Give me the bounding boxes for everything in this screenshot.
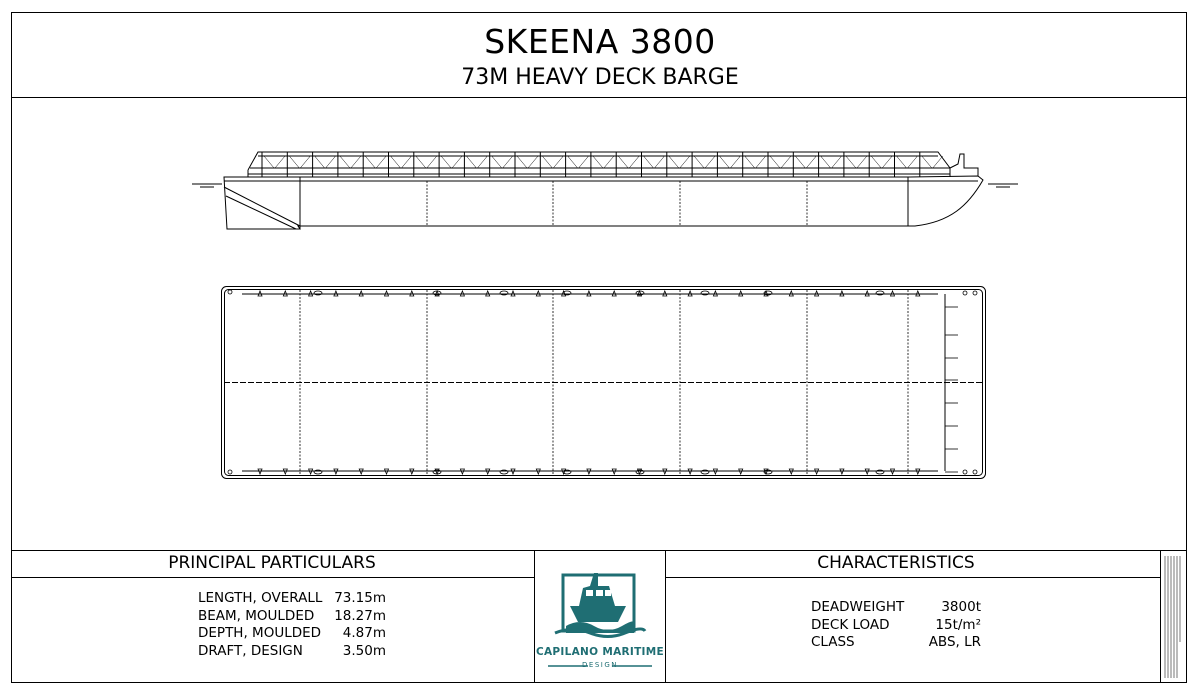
fence-brace: [528, 156, 538, 168]
fence-brace: [680, 156, 690, 168]
drawing-subtitle: 73M HEAVY DECK BARGE: [461, 65, 739, 90]
fence-brace: [795, 156, 805, 168]
spec-value: 3.50m: [342, 642, 386, 659]
fence-brace: [391, 156, 401, 168]
profile-bulkhead-lines: [427, 181, 807, 226]
spec-value: ABS, LR: [928, 634, 981, 650]
spec-label: DECK LOAD: [811, 616, 890, 633]
spec-row: [811, 634, 981, 652]
fence-brace: [503, 156, 513, 168]
fence-brace: [340, 156, 350, 168]
fence-brace: [376, 156, 386, 168]
fence-brace: [694, 156, 704, 168]
spec-value: 73.15m: [334, 590, 386, 606]
spec-label: DEADWEIGHT: [811, 599, 905, 615]
spec-label: LENGTH, OVERALL: [198, 590, 323, 606]
fence-brace: [908, 156, 918, 168]
fence-brace: [604, 156, 614, 168]
fence-brace: [821, 156, 831, 168]
logo-company-name: CAPILANO MARITIME: [536, 646, 664, 658]
fence-brace: [452, 156, 462, 168]
principal-particulars-list: [198, 590, 398, 660]
fence-brace: [275, 156, 285, 168]
fence-brace: [933, 156, 943, 168]
disclaimer-notes: [1162, 552, 1182, 682]
spec-value: 4.87m: [342, 625, 386, 641]
principal-particulars-heading: PRINCIPAL PARTICULARS: [168, 553, 376, 573]
fence-brace: [871, 156, 881, 168]
fence-brace: [553, 156, 563, 168]
spec-label: DEPTH, MOULDED: [198, 625, 322, 641]
corner-fitting: [228, 290, 232, 294]
fence-brace: [315, 156, 325, 168]
spec-value: 3800t: [941, 599, 981, 615]
fence-brace: [629, 156, 639, 168]
fence-brace: [832, 156, 842, 168]
spec-label: BEAM, MOULDED: [198, 607, 315, 624]
spec-row: [198, 643, 398, 661]
spec-row: [198, 608, 398, 626]
fence-brace: [705, 156, 715, 168]
fence-brace: [618, 156, 628, 168]
fence-brace: [441, 156, 451, 168]
fence-brace: [264, 156, 274, 168]
characteristics-heading: CHARACTERISTICS: [817, 553, 975, 573]
spec-row: [811, 599, 981, 617]
fence-brace: [542, 156, 552, 168]
spec-value: 18.27m: [334, 607, 386, 624]
spec-value: 15t/m²: [935, 616, 981, 633]
fence-brace: [857, 156, 867, 168]
fence-brace: [770, 156, 780, 168]
title-block-frame: [12, 13, 1187, 683]
fence-brace: [492, 156, 502, 168]
fence-brace: [669, 156, 679, 168]
corner-fitting: [228, 470, 232, 474]
fence-brace: [416, 156, 426, 168]
fence-brace: [593, 156, 603, 168]
fence-brace: [644, 156, 654, 168]
barge-plan-view: [222, 287, 986, 479]
fence-brace: [719, 156, 729, 168]
corner-fitting: [963, 291, 967, 295]
spec-row: [198, 625, 398, 643]
fence-brace: [730, 156, 740, 168]
spec-row: [198, 590, 398, 608]
corner-fitting: [963, 470, 967, 474]
fence-brace: [882, 156, 892, 168]
fence-brace: [365, 156, 375, 168]
corner-fitting: [973, 291, 977, 295]
spec-label: CLASS: [811, 634, 855, 650]
fence-brace: [466, 156, 476, 168]
logo-company-subtitle: DESIGN: [582, 661, 618, 669]
fence-brace: [402, 156, 412, 168]
fence-brace: [300, 156, 310, 168]
corner-fitting: [973, 470, 977, 474]
spec-row: [811, 617, 981, 635]
fence-brace: [568, 156, 578, 168]
fence-brace: [781, 156, 791, 168]
fence-brace: [326, 156, 336, 168]
characteristics-list: [811, 599, 981, 652]
spec-label: DRAFT, DESIGN: [198, 642, 303, 659]
fence-brace: [745, 156, 755, 168]
fence-brace: [427, 156, 437, 168]
fence-brace: [517, 156, 527, 168]
fence-brace: [756, 156, 766, 168]
fence-brace: [897, 156, 907, 168]
fence-brace: [846, 156, 856, 168]
fence-brace: [655, 156, 665, 168]
fence-brace: [289, 156, 299, 168]
fence-brace: [351, 156, 361, 168]
fence-brace: [477, 156, 487, 168]
drawing-title: SKEENA 3800: [484, 22, 716, 61]
fence-brace: [806, 156, 816, 168]
fence-brace: [579, 156, 589, 168]
fence-brace: [922, 156, 932, 168]
